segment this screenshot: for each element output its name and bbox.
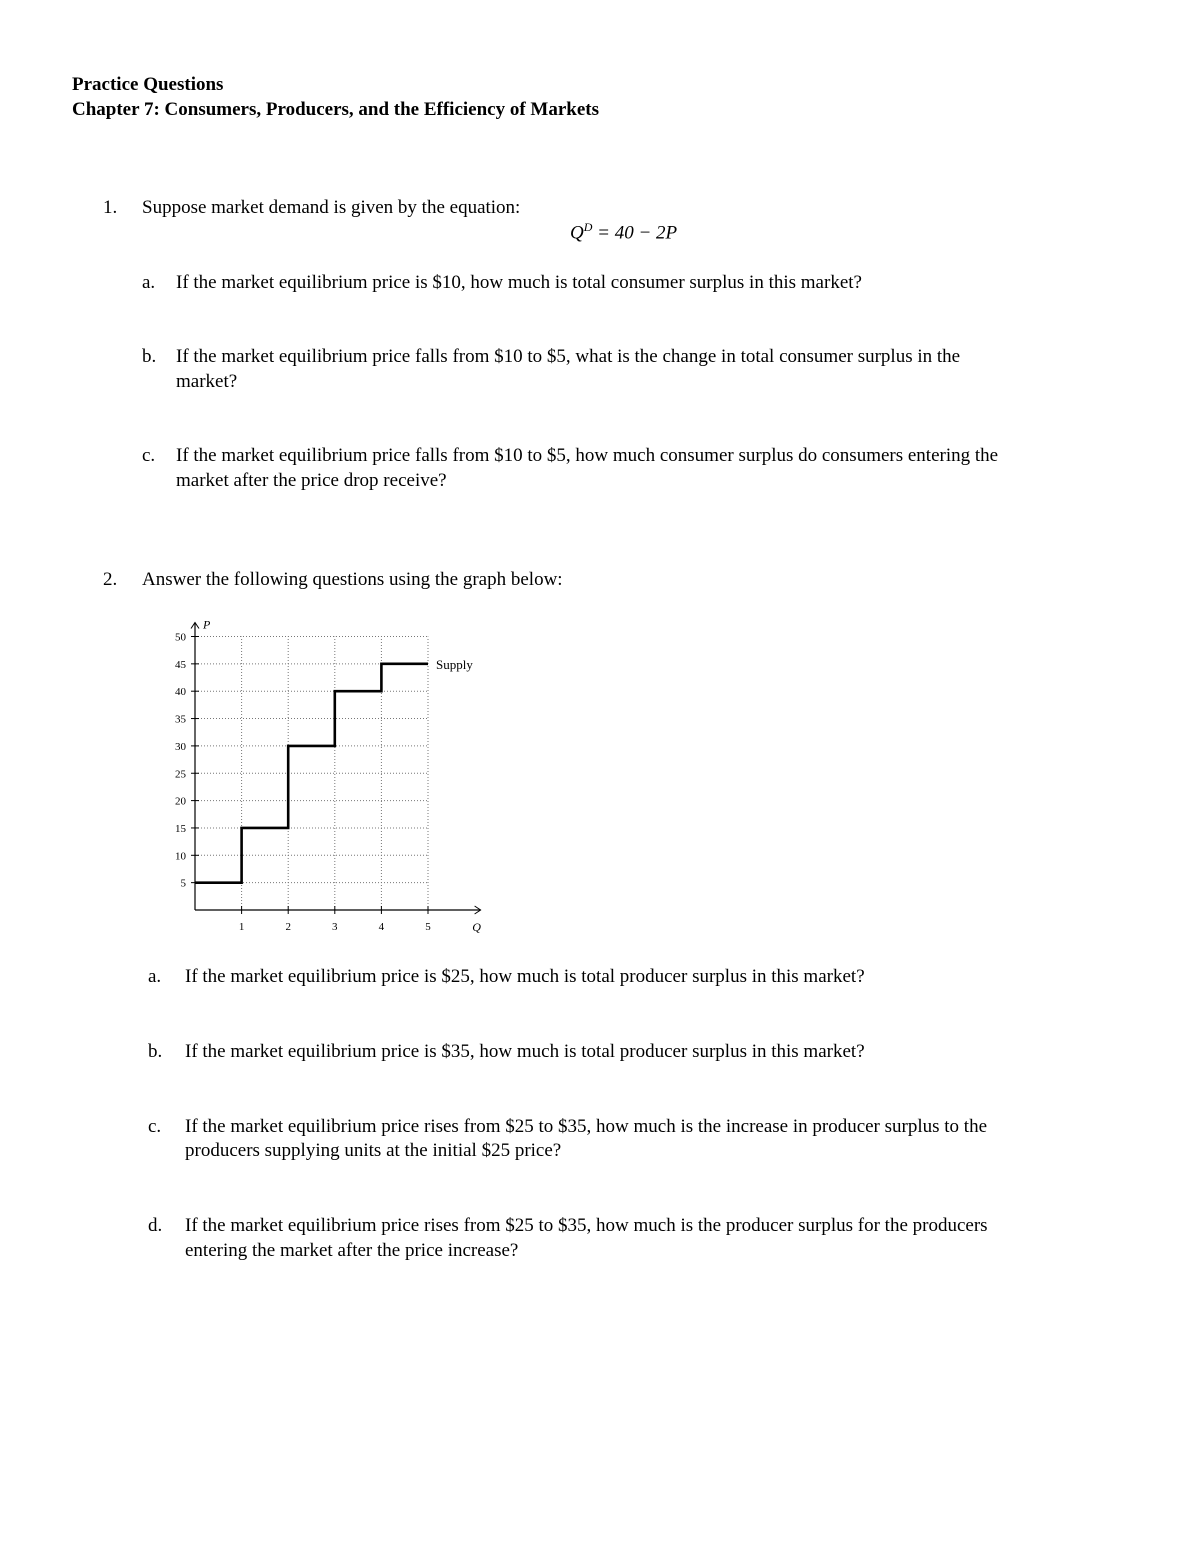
y-axis-label: P bbox=[203, 617, 211, 632]
x-tick-label: 1 bbox=[238, 921, 245, 933]
q2-part-c-text-2: producers supplying units at the initial $25 price? bbox=[185, 1140, 562, 1161]
x-tick-label: 4 bbox=[378, 921, 385, 933]
q2-part-d-text-1: If the market equilibrium price rises from $25 to $35, how much is the producer surplus for the producers bbox=[185, 1215, 988, 1236]
page-header bbox=[72, 72, 599, 122]
q1-part-a-label: a. bbox=[142, 272, 156, 293]
q1-part-c-text-2: market after the price drop receive? bbox=[176, 470, 447, 491]
q1-part-c-text-1: If the market equilibrium price falls from $10 to $5, how much consumer surplus do consumers entering the bbox=[176, 445, 999, 466]
y-tick-label: 30 bbox=[175, 740, 186, 753]
y-tick-label: 5 bbox=[180, 877, 186, 890]
q2-number: 2. bbox=[103, 569, 118, 590]
q2-part-d-label: d. bbox=[148, 1215, 163, 1236]
q2-part-c-label: c. bbox=[148, 1116, 162, 1137]
q2-part-a-label: a. bbox=[148, 966, 162, 987]
q1-equation bbox=[570, 220, 677, 244]
page-subtitle: Chapter 7: Consumers, Producers, and the Efficiency of Markets bbox=[72, 99, 600, 120]
q1-prompt: Suppose market demand is given by the equation: bbox=[142, 197, 521, 218]
y-tick-label: 35 bbox=[175, 713, 186, 726]
q2-prompt: Answer the following questions using the graph below: bbox=[142, 569, 563, 590]
q1-part-b-text-2: market? bbox=[176, 371, 238, 392]
q2-part-c-text-1: If the market equilibrium price rises from $25 to $35, how much is the increase in producer surplus to the bbox=[185, 1116, 988, 1137]
x-tick-label: 3 bbox=[332, 921, 338, 933]
equation-sup: D bbox=[583, 220, 593, 234]
y-tick-label: 15 bbox=[175, 822, 186, 835]
equation-lhs: Q bbox=[570, 222, 584, 244]
q1-part-b-text-1: If the market equilibrium price falls from $10 to $5, what is the change in total consumer surplus in the bbox=[176, 346, 961, 367]
q2-part-a-text: If the market equilibrium price is $25, how much is total producer surplus in this market? bbox=[185, 966, 865, 987]
x-tick-label: 2 bbox=[285, 921, 291, 933]
q1-part-b-label: b. bbox=[142, 346, 157, 367]
supply-label: Supply bbox=[436, 656, 473, 672]
y-tick-label: 50 bbox=[175, 631, 186, 644]
q2-part-b-text: If the market equilibrium price is $35, how much is total producer surplus in this market? bbox=[185, 1041, 865, 1062]
x-tick-label: 5 bbox=[425, 921, 431, 933]
y-tick-label: 10 bbox=[175, 850, 186, 863]
q1-part-a-text: If the market equilibrium price is $10, how much is total consumer surplus in this market? bbox=[176, 272, 862, 293]
q1-number: 1. bbox=[103, 197, 118, 218]
equation-rhs: = 40 − 2P bbox=[592, 222, 678, 244]
x-axis-label: Q bbox=[472, 920, 481, 934]
y-tick-label: 45 bbox=[175, 658, 186, 671]
q2-part-b-label: b. bbox=[148, 1041, 163, 1062]
q1-part-c-label: c. bbox=[142, 445, 156, 466]
q2-part-d-text-2: entering the market after the price increase? bbox=[185, 1240, 519, 1261]
y-tick-label: 25 bbox=[175, 768, 186, 781]
y-tick-label: 40 bbox=[175, 686, 186, 699]
page-title: Practice Questions bbox=[72, 74, 224, 95]
y-tick-label: 20 bbox=[175, 795, 186, 808]
supply-chart bbox=[160, 608, 500, 938]
